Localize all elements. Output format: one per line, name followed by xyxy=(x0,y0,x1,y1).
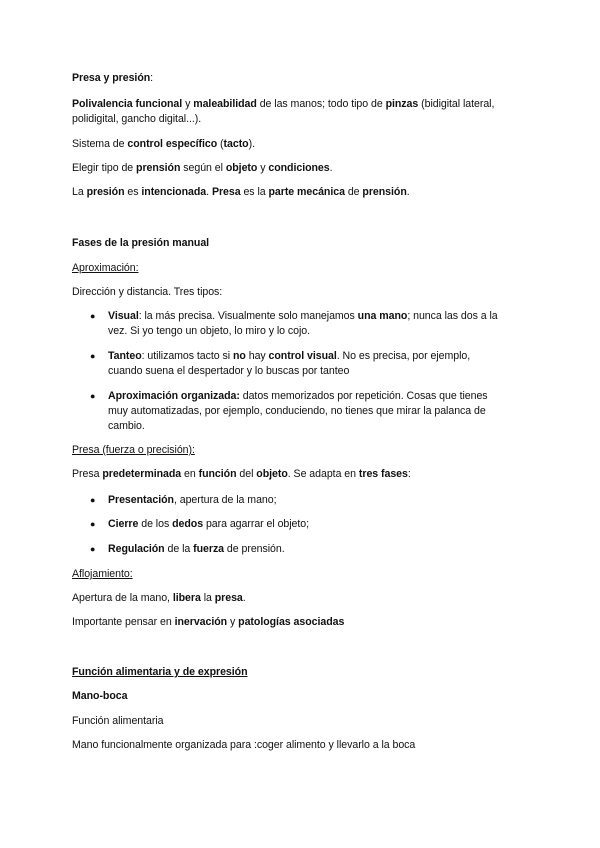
paragraph-presion: La presión es intencionada. Presa es la parte mecánica de prensión. xyxy=(72,186,410,198)
bullet-icon: ● xyxy=(90,495,96,505)
subheading-aflojamiento: Aflojamiento: xyxy=(72,568,133,580)
list-item-aproximacion-organizada-cont: muy automatizadas, por ejemplo, conduciendo, no tienes que mirar la palanca de xyxy=(108,405,486,417)
bullet-icon: ● xyxy=(90,351,96,361)
paragraph-sistema: Sistema de control específico (tacto). xyxy=(72,138,255,150)
section-heading-fases: Fases de la presión manual xyxy=(72,237,210,249)
list-item-presentacion: Presentación, apertura de la mano; xyxy=(108,494,277,506)
bullet-icon: ● xyxy=(90,391,96,401)
paragraph-apertura: Apertura de la mano, libera la presa. xyxy=(72,592,246,604)
list-item-aproximacion-organizada-cont2: cambio. xyxy=(108,420,145,432)
section-heading-presa: Presa y presión: xyxy=(72,72,154,84)
paragraph-importante: Importante pensar en inervación y patologías asociadas xyxy=(72,616,345,628)
subheading-mano-boca: Mano-boca xyxy=(72,690,128,702)
list-item-visual: Visual: la más precisa. Visualmente solo manejamos una mano; nunca las dos a la xyxy=(108,310,498,322)
paragraph-polivalencia-cont: polidigital, gancho digital...). xyxy=(72,113,202,125)
list-item-aproximacion-organizada: Aproximación organizada: datos memorizados por repetición. Cosas que tienes xyxy=(108,390,488,402)
subheading-aproximacion: Aproximación: xyxy=(72,262,139,274)
list-item-cierre: Cierre de los dedos para agarrar el objeto; xyxy=(108,518,310,530)
paragraph-elegir: Elegir tipo de prensión según el objeto y condiciones. xyxy=(72,162,333,174)
paragraph-direccion: Dirección y distancia. Tres tipos: xyxy=(72,286,223,298)
list-item-regulacion: Regulación de la fuerza de prensión. xyxy=(108,543,285,555)
paragraph-polivalencia: Polivalencia funcional y maleabilidad de las manos; todo tipo de pinzas (bidigital lateral, xyxy=(72,98,495,110)
list-item-visual-cont: vez. Si yo tengo un objeto, lo miro y lo cojo. xyxy=(108,325,311,337)
bullet-icon: ● xyxy=(90,311,96,321)
list-item-tanteo-cont: cuando suena el despertador y lo buscas por tanteo xyxy=(108,365,350,377)
bullet-icon: ● xyxy=(90,519,96,529)
bullet-icon: ● xyxy=(90,544,96,554)
paragraph-presa-predeterminada: Presa predeterminada en función del objeto. Se adapta en tres fases: xyxy=(72,468,411,480)
subheading-presa: Presa (fuerza o precisión): xyxy=(72,444,195,456)
paragraph-funcion-alimentaria: Función alimentaria xyxy=(72,715,164,727)
paragraph-mano-funcionalmente: Mano funcionalmente organizada para :coger alimento y llevarlo a la boca xyxy=(72,739,416,751)
list-item-tanteo: Tanteo: utilizamos tacto si no hay control visual. No es precisa, por ejemplo, xyxy=(108,350,471,362)
section-heading-funcion-alimentaria: Función alimentaria y de expresión xyxy=(72,666,248,678)
